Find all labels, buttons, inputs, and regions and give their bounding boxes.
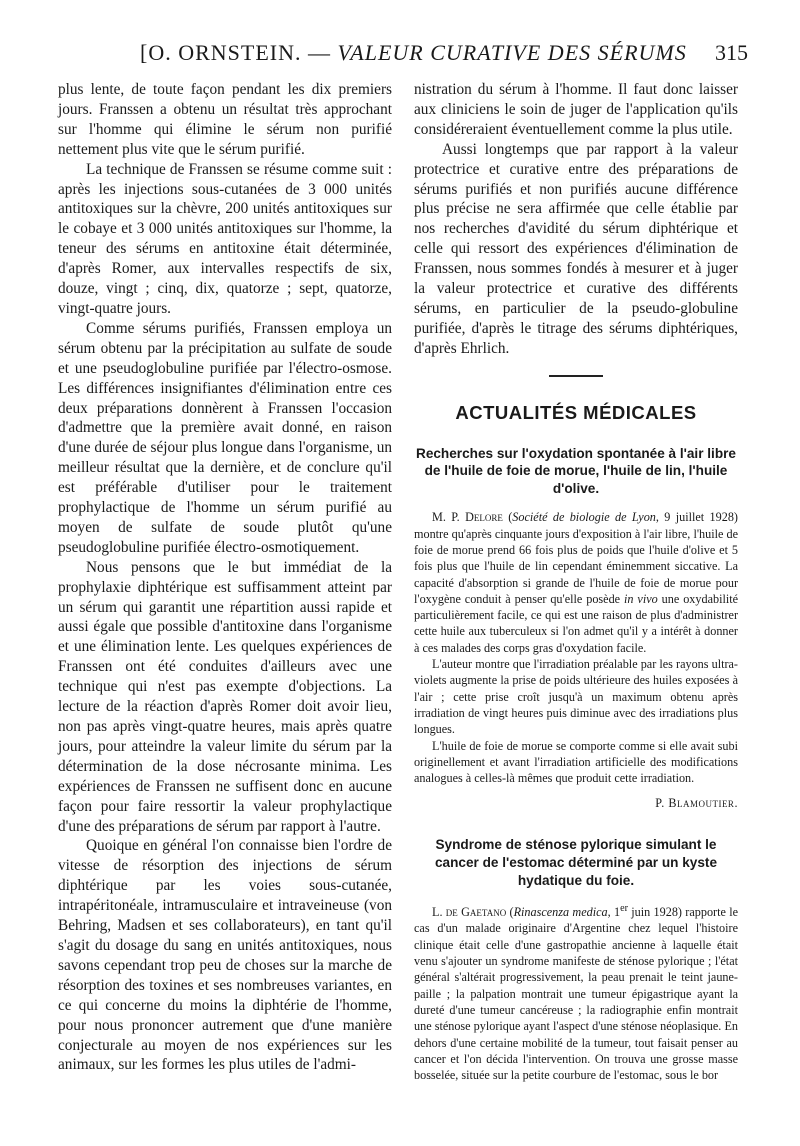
article-author: M. P. Delore [432, 510, 503, 525]
section-title: ACTUALITÉS MÉDICALES [455, 401, 697, 423]
running-head-title: VALEUR CURATIVE DES SÉRUMS [337, 40, 687, 65]
article-title: Recherches sur l'oxydation spontanée à l'air libre de l'huile de foie de morue, l'huile de lin, l'huile d'olive. [416, 445, 736, 496]
paragraph: plus lente, de toute façon pendant les dix premiers jours. Franssen a obtenu un résultat très approchant sur l'homme qui élimine le sérum non purifié nettement plus vite que le sérum purifié. [58, 81, 392, 158]
paragraph: nistration du sérum à l'homme. Il faut donc laisser aux cliniciens le soin de juger de l'application qu'ils considéreraient éventuellement comme la plus utile. [414, 81, 738, 138]
running-header [0, 40, 800, 72]
article-text: une oxydabilité particulièrement facile, ce qui est une raison de plus d'administrer cette huile aux tuberculeux si l'on admet qu'il y a intérêt à donner à ces malades des corps gras d'oxydation facile. [414, 591, 739, 655]
article-text: , 9 juillet 1928) montre qu'après cinquante jours d'exposition à l'air libre, l'huile de foie de morue prend 66 fois plus de poids que l'huile d'olive et 5 fois plus que l'huile de lin cependant éminemment siccative. La capacité d'absorption si grande de l'huile de foie de morue pour l'oxygène conduit à penser qu'elle posède [414, 510, 738, 606]
paragraph: La technique de Franssen se résume comme suit : après les injections sous-cutanées de 3 000 unités antitoxiques sur la chèvre, 200 unités antitoxiques sur le cobaye et 3 000 unités antitoxiques sur l'homme, la teneur des sérums en antitoxine était déterminée, d'après Romer, aux intervalles respectifs de six, douze, vingt ; cinq, dix, quatorze ; sept, quatorze, vingt-quatre jours. [58, 160, 392, 317]
article-italic-term: in vivo [624, 591, 658, 606]
article-body: M. P. Delore (Société de biologie de Lyon, 9 juillet 1928) montre qu'après cinquante jours d'exposition à l'air libre, l'huile de foie de morue prend 66 fois plus de poids que l'huile d'olive et 5 fois plus que l'huile de lin cependant éminemment siccative. La capacité d'absorption si grande de l'huile de foie de morue pour l'oxygène conduit à penser qu'elle posède in vivo une oxydabilité particulièrement facile, ce qui est une raison de plus d'administrer cette huile aux tuberculeux si l'on admet qu'il y a intérêt à donner à ces malades des corps gras d'oxydation facile. L'auteur montre que l'irradiation préalable par les rayons ultra-violets augmente la prise de poids ultérieure des huiles exposées à l'air ; cette prise croît jusqu'à un maximum obtenu après irradiation de vingt heures puis diminue avec des irradiations plus longues. L'huile de foie de morue se comporte comme si elle avait subi originellement et avant l'irradiation artificielle des modifications analogues à celles-là mêmes que produit cette irradiation. [414, 510, 739, 786]
article-signature: P. Blamoutier. [655, 796, 738, 811]
section-divider [549, 375, 603, 377]
left-column [58, 80, 392, 1075]
article-paragraph: L'auteur montre que l'irradiation préalable par les rayons ultra-violets augmente la prise de poids ultérieure des huiles exposées à l'air ; cette prise croît jusqu'à un maximum obtenu après irradiation de vingt heures puis diminue avec des irradiations plus longues. [414, 657, 738, 737]
paragraph: Quoique en général l'on connaisse bien l'ordre de vitesse de résorption des injections de sérum diphtérique par les voies sous-cutanée, intrapéritonéale, intramusculaire et intraveineuse (von Behring, Madsen et ses collaborateurs), en tant qu'il s'agit du dosage du sang en unités antitoxiques, nous savons cependant trop peu de choses sur la marche de résorption des toxines et ses nombreuses variantes, en ce qui concerne du moins la diphtérie de l'homme, pour nous prononcer autrement que d'une manière conjecturale au moyen de nos expériences sur les animaux, sur les formes les plus utiles de l'admi- [58, 837, 392, 1074]
article-date-sup: er [620, 903, 628, 915]
article-paragraph: L'huile de foie de morue se comporte comme si elle avait subi originellement et avant l'irradiation artificielle des modifications analogues à celles-là mêmes que produit cette irradiation. [414, 738, 738, 786]
page-number: 315 [715, 40, 748, 65]
paragraph: Comme sérums purifiés, Franssen employa un sérum obtenu par la précipitation au sulfate de soude et une pseudoglobuline purifiée par l'électro-osmose. Les différences insignifiantes d'élimination entre ces deux préparations donnèrent à Franssen l'occasion d'admettre que la première avait donné, en raison d'une durée de séjour plus longue dans l'organisme, un meilleur résultat que la dernière, et de conclure qu'il est préférable d'utiliser pour le traitement prophylactique de l'homme un sérum purifié au moyen de sulfate de soude plutôt qu'une pseudoglobuline purifiée électro-osmotiquement. [58, 319, 392, 556]
article-text: juin 1928) rapporte le cas d'un malade originaire d'Argentine chez lequel l'histoire clinique était celle d'une gastropathie ancienne à laquelle était venu s'ajouter un syndrome manifeste de sténose pylorique ; l'état général s'altérait progressivement, la peau prenait le teint jaune-paille ; la palpation montrait une tumeur épigastrique ayant la dureté d'une tumeur cancéreuse ; la radiographie enfin montrait une sténose pylorique ayant l'aspect d'une sténose néoplasique. En dehors d'une certaine mobilité de la tumeur, tout faisait penser au cancer et l'on décida l'intervention. On trouva une grosse masse bosselée, située sur la petite courbure de l'estomac, sous le bor [414, 905, 739, 1083]
running-head [140, 40, 687, 66]
article-title: Syndrome de sténose pylorique simulant le cancer de l'estomac déterminé par un kyste hydatique du foie. [434, 837, 718, 888]
article-source: Société de biologie de Lyon [512, 510, 656, 525]
running-head-author: [O. ORNSTEIN. — [140, 40, 331, 65]
article-author: L. de Gaetano [432, 905, 507, 920]
right-column [414, 80, 738, 1083]
paragraph: Nous pensons que le but immédiat de la prophylaxie diphtérique est suffisamment atteint par un sérum qui garantit une répartition aussi rapide et aussi égale que possible d'antitoxine dans l'organisme et une élimination lente. Les quelques expériences de Franssen ont été conduites d'ailleurs avec une technique qui n'est pas exempte d'objections. La lecture de la réaction d'après Romer doit avoir lieu, non pas après vingt-quatre heures, mais après quatre jours, pour atteindre la valeur limite du sérum par la détermination de la dose nécrosante minima. Les expériences de Franssen ne suffisent donc en aucune façon pour faire ressortir la valeur prophylactique d'une des préparations de sérum par rapport à l'autre. [58, 558, 392, 835]
article-source: Rinascenza medica [513, 905, 608, 920]
article-body: L. de Gaetano (Rinascenza medica, 1er juin 1928) rapporte le cas d'un malade originaire d'Argentine chez lequel l'histoire clinique était celle d'une gastropathie ancienne à laquelle était venu s'ajouter un syndrome manifeste de sténose pylorique ; l'état général s'altérait progressivement, la peau prenait le teint jaune-paille ; la palpation montrait une tumeur épigastrique ayant la dureté d'une tumeur cancéreuse ; la radiographie enfin montrait une sténose pylorique ayant l'aspect d'une sténose néoplasique. En dehors d'une certaine mobilité de la tumeur, tout faisait penser au cancer et l'on décida l'intervention. On trouva une grosse masse bosselée, située sur la petite courbure de l'estomac, sous le bor [414, 903, 739, 1083]
article-date: , 1 [607, 905, 621, 920]
paragraph: Aussi longtemps que par rapport à la valeur protectrice et curative entre des préparations de sérums purifiés et non purifiés aucune différence plus précise ne sera affirmée que celle établie par nos recherches d'avidité du sérum diphtérique et celle qui ressort des expériences d'élimination de Franssen, nous sommes fondés à mesurer et à juger la valeur protectrice et curative des différents sérums, en particulier de la pseudo-globuline purifiée, d'après le titrage des sérums diphtériques, d'après Ehrlich. [414, 140, 738, 357]
